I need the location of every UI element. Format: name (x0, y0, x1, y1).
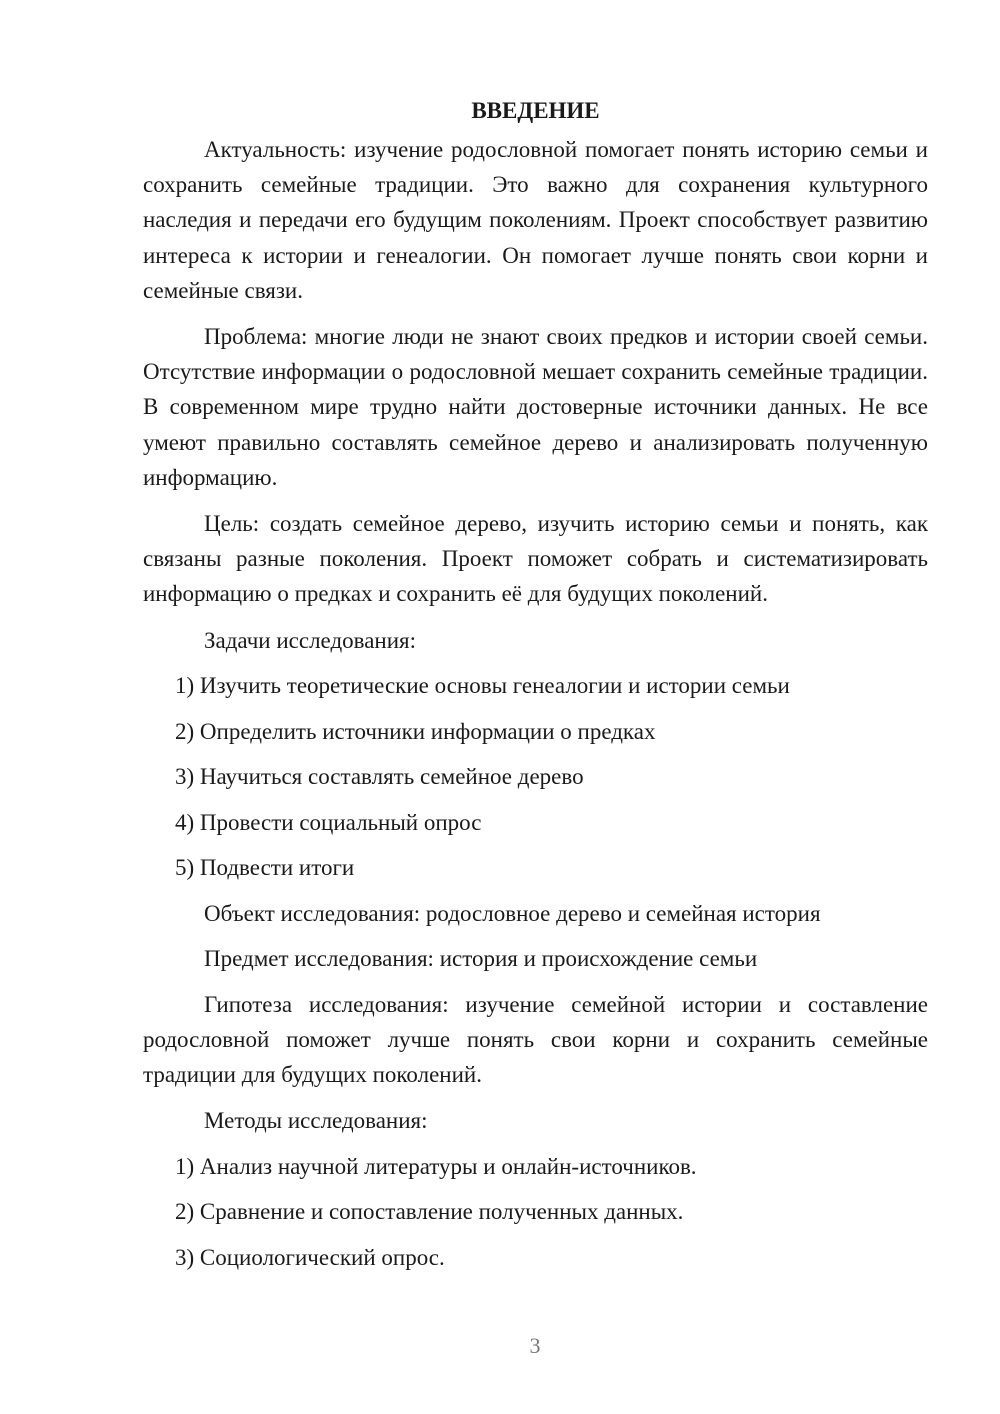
research-object: Объект исследования: родословное дерево и семейная история (204, 900, 821, 926)
task-item-3: 3) Научиться составлять семейное дерево (175, 764, 584, 790)
methods-heading: Методы исследования: (204, 1108, 428, 1134)
task-item-5: 5) Подвести итоги (175, 855, 355, 881)
page-number: 3 (529, 1333, 541, 1358)
task-item-4: 4) Провести социальный опрос (175, 809, 482, 835)
research-subject: Предмет исследования: история и происхождение семьи (204, 946, 758, 972)
problem-paragraph: Проблема: многие люди не знают своих предков и истории своей семьи. Отсутствие информации о родословной мешает сохранить семейные традиции. В современном мире трудно найти достоверные источники данных. Не все умеют правильно составлять семейное дерево и анализировать полученную информацию. (143, 324, 928, 490)
page-content (143, 90, 928, 1285)
method-item-1: 1) Анализ научной литературы и онлайн-источников. (175, 1153, 697, 1179)
tasks-heading: Задачи исследования: (204, 627, 417, 653)
goal-paragraph: Цель: создать семейное дерево, изучить историю семьи и понять, как связаны разные поколения. Проект поможет собрать и систематизировать информацию о предках и сохранить её для будущих поколений. (143, 511, 928, 607)
hypothesis-paragraph: Гипотеза исследования: изучение семейной истории и составление родословной поможет лучше понять свои корни и сохранить семейные традиции для будущих поколений. (143, 991, 928, 1088)
page-title: ВВЕДЕНИЕ (471, 98, 600, 123)
task-item-1: 1) Изучить теоретические основы генеалогии и истории семьи (175, 673, 790, 699)
method-item-3: 3) Социологический опрос. (175, 1244, 445, 1270)
task-item-2: 2) Определить источники информации о предках (175, 718, 656, 744)
method-item-2: 2) Сравнение и сопоставление полученных данных. (175, 1199, 684, 1225)
relevance-paragraph: Актуальность: изучение родословной помогает понять историю семьи и сохранить семейные традиции. Это важно для сохранения культурного наследия и передачи его будущим поколениям. Проект способствует развитию интереса к истории и генеалогии. Он помогает лучше понять свои корни и семейные связи. (143, 137, 928, 303)
